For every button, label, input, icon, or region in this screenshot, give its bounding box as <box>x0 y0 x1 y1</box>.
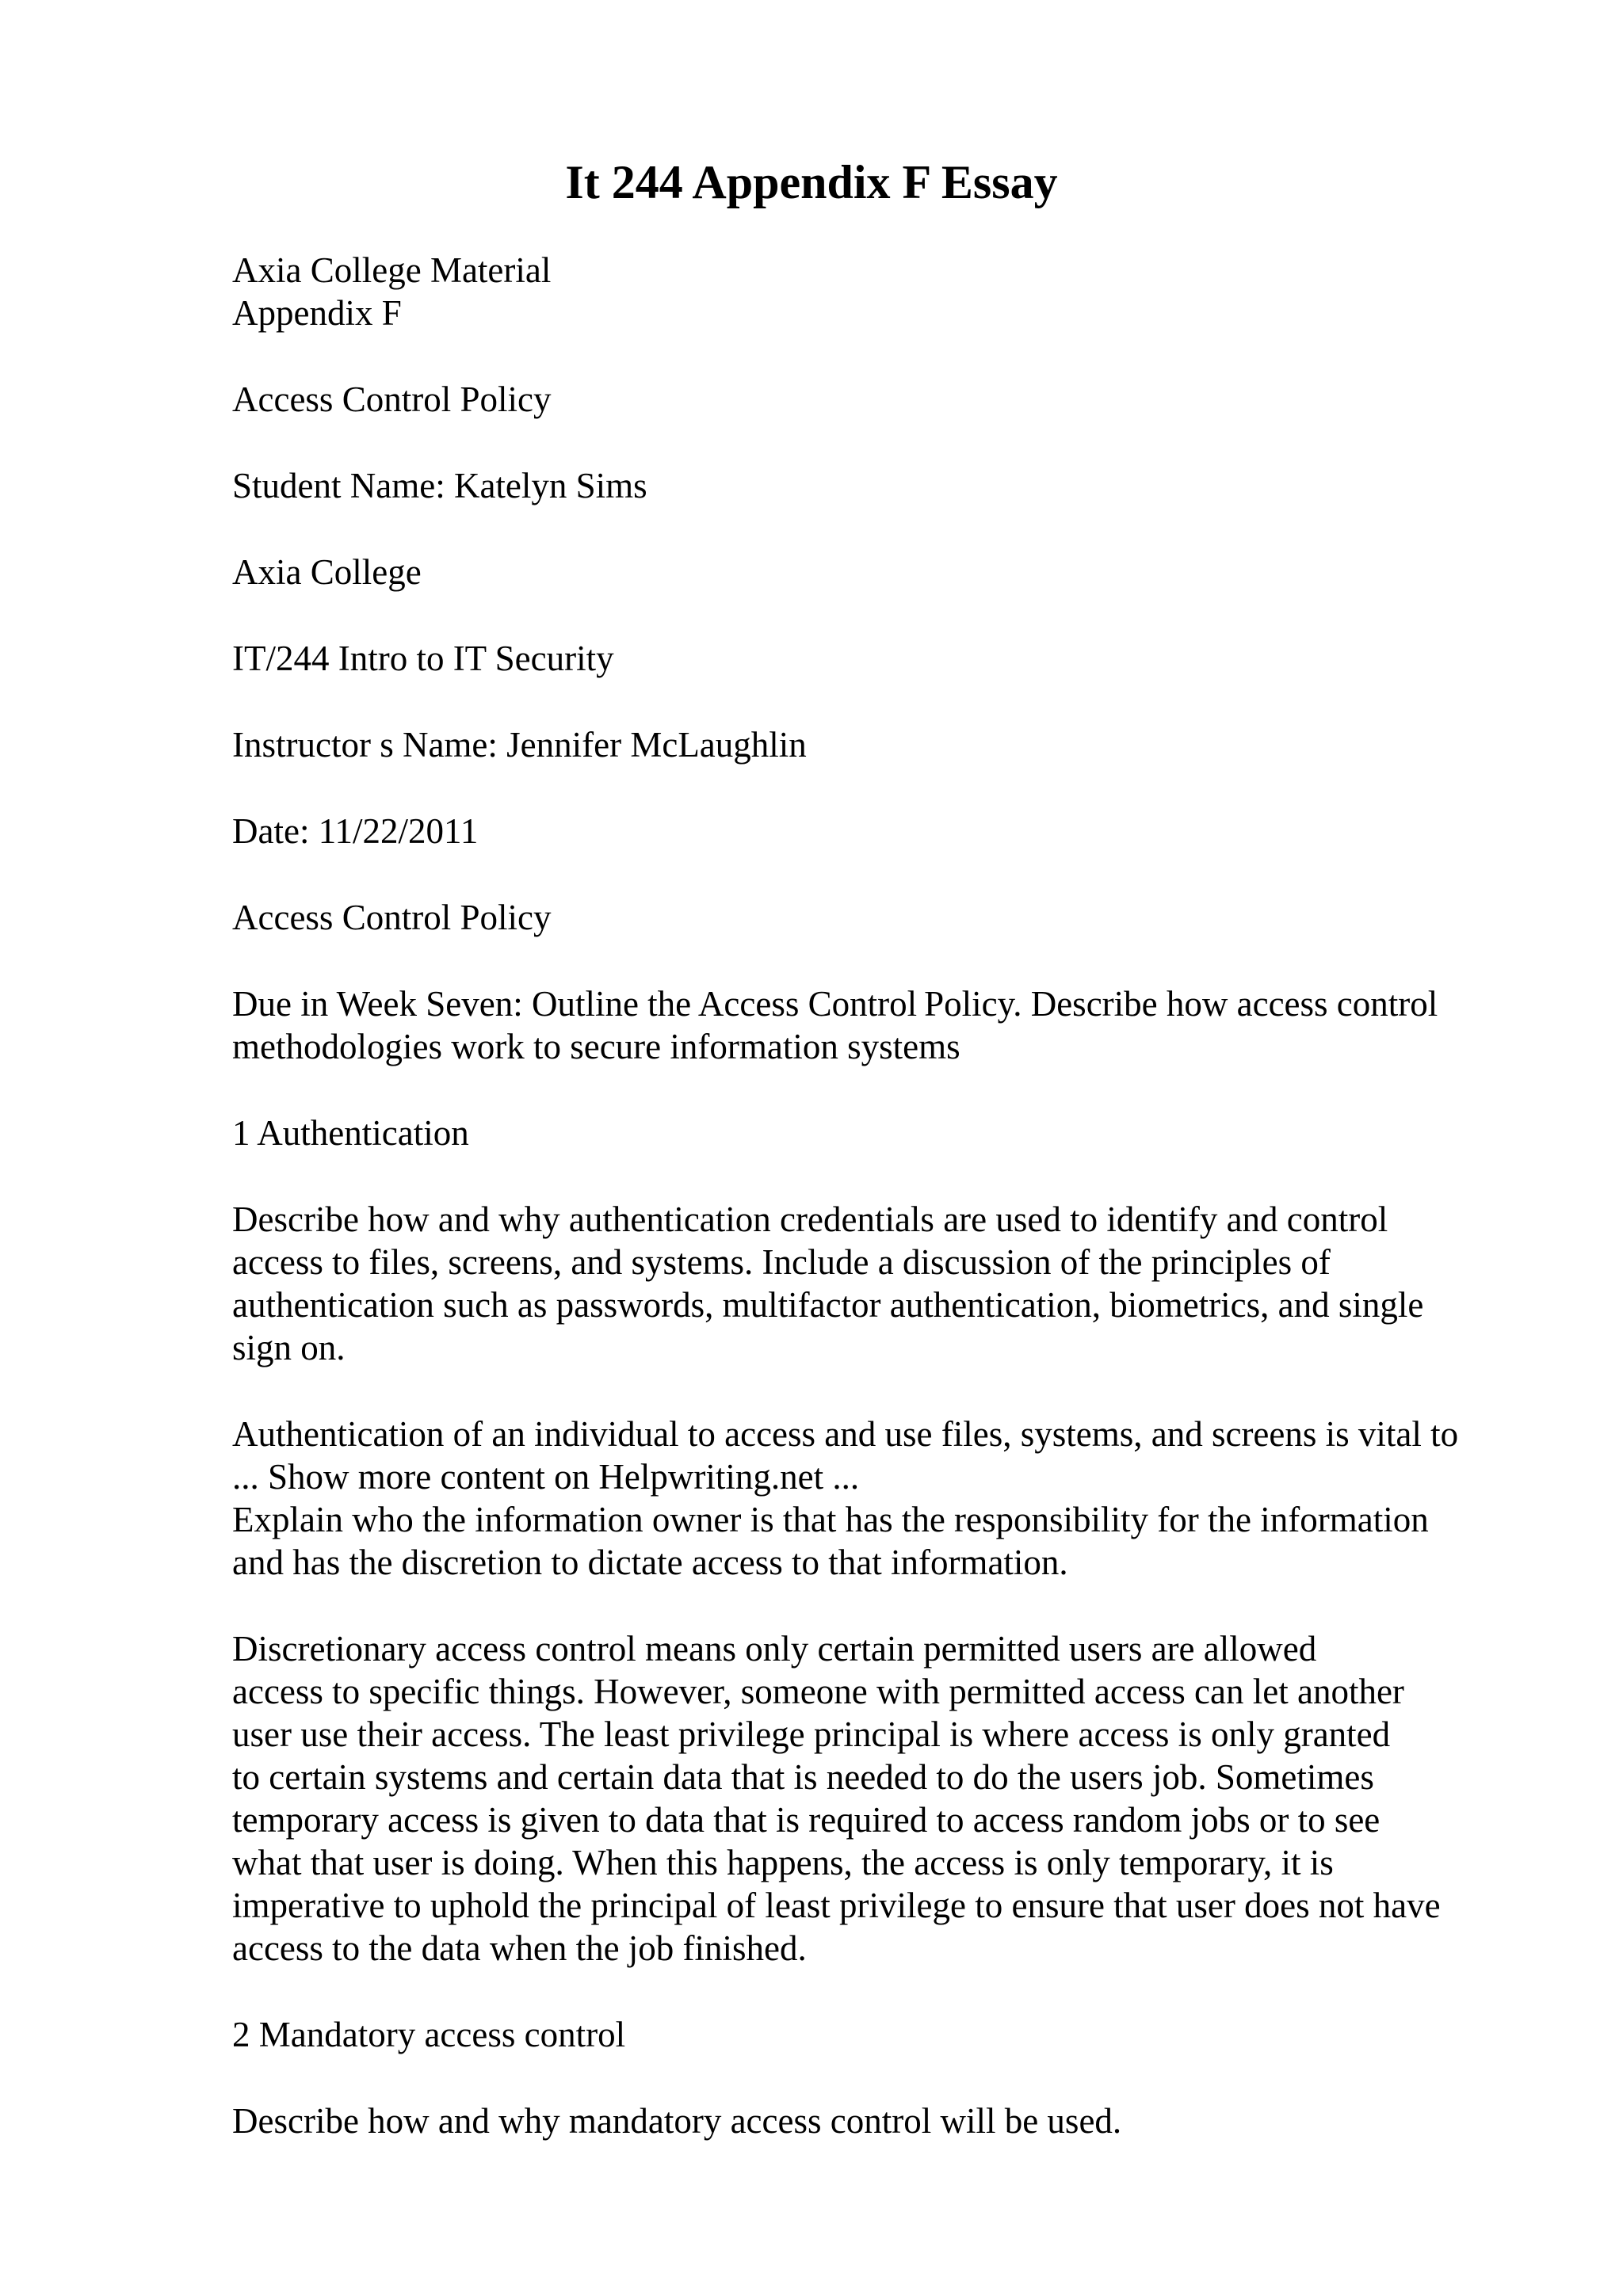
due-paragraph-line: methodologies work to secure information systems <box>232 1027 960 1066</box>
discretionary-paragraph-line: temporary access is given to data that is required to access random jobs or to see <box>232 1800 1381 1840</box>
policy-heading: Access Control Policy <box>232 379 552 419</box>
instructor-name: Instructor s Name: Jennifer McLaughlin <box>232 725 807 765</box>
college-name: Axia College <box>232 552 422 592</box>
section1-prompt-line: Describe how and why authentication credentials are used to identify and control <box>232 1199 1388 1239</box>
discretionary-paragraph-line: imperative to uphold the principal of least privilege to ensure that user does not have <box>232 1886 1441 1925</box>
section1-heading: 1 Authentication <box>232 1113 469 1153</box>
discretionary-paragraph-line: Discretionary access control means only certain permitted users are allowed <box>232 1629 1317 1669</box>
document-date: Date: 11/22/2011 <box>232 811 479 851</box>
discretionary-paragraph-line: access to specific things. However, someone with permitted access can let another <box>232 1672 1404 1711</box>
header-line-appendix: Appendix F <box>232 293 402 333</box>
discretionary-paragraph-line: to certain systems and certain data that is needed to do the users job. Sometimes <box>232 1757 1374 1797</box>
course-name: IT/244 Intro to IT Security <box>232 639 614 678</box>
policy-heading-secondary: Access Control Policy <box>232 898 552 937</box>
section1-prompt-line: sign on. <box>232 1328 346 1367</box>
discretionary-paragraph-line: what that user is doing. When this happens, the access is only temporary, it is <box>232 1843 1334 1882</box>
section1-prompt-line: access to files, screens, and systems. Include a discussion of the principles of <box>232 1242 1331 1282</box>
student-name: Student Name: Katelyn Sims <box>232 466 647 505</box>
section2-prompt: Describe how and why mandatory access control will be used. <box>232 2101 1122 2141</box>
due-paragraph-line: Due in Week Seven: Outline the Access Control Policy. Describe how access control <box>232 984 1438 1024</box>
show-more-content-line: ... Show more content on Helpwriting.net ... <box>232 1457 860 1497</box>
header-line-college-material: Axia College Material <box>232 250 552 290</box>
discretionary-paragraph-line: access to the data when the job finished. <box>232 1928 807 1968</box>
section1-answer-line: Authentication of an individual to access and use files, systems, and screens is vital to <box>232 1414 1459 1454</box>
section1-answer-line: and has the discretion to dictate access to that information. <box>232 1543 1068 1582</box>
section1-answer-line: Explain who the information owner is that has the responsibility for the information <box>232 1500 1429 1539</box>
discretionary-paragraph-line: user use their access. The least privilege principal is where access is only granted <box>232 1714 1391 1754</box>
document-title: It 244 Appendix F Essay <box>565 156 1058 208</box>
section1-prompt-line: authentication such as passwords, multifactor authentication, biometrics, and single <box>232 1285 1424 1325</box>
section2-heading: 2 Mandatory access control <box>232 2015 626 2054</box>
